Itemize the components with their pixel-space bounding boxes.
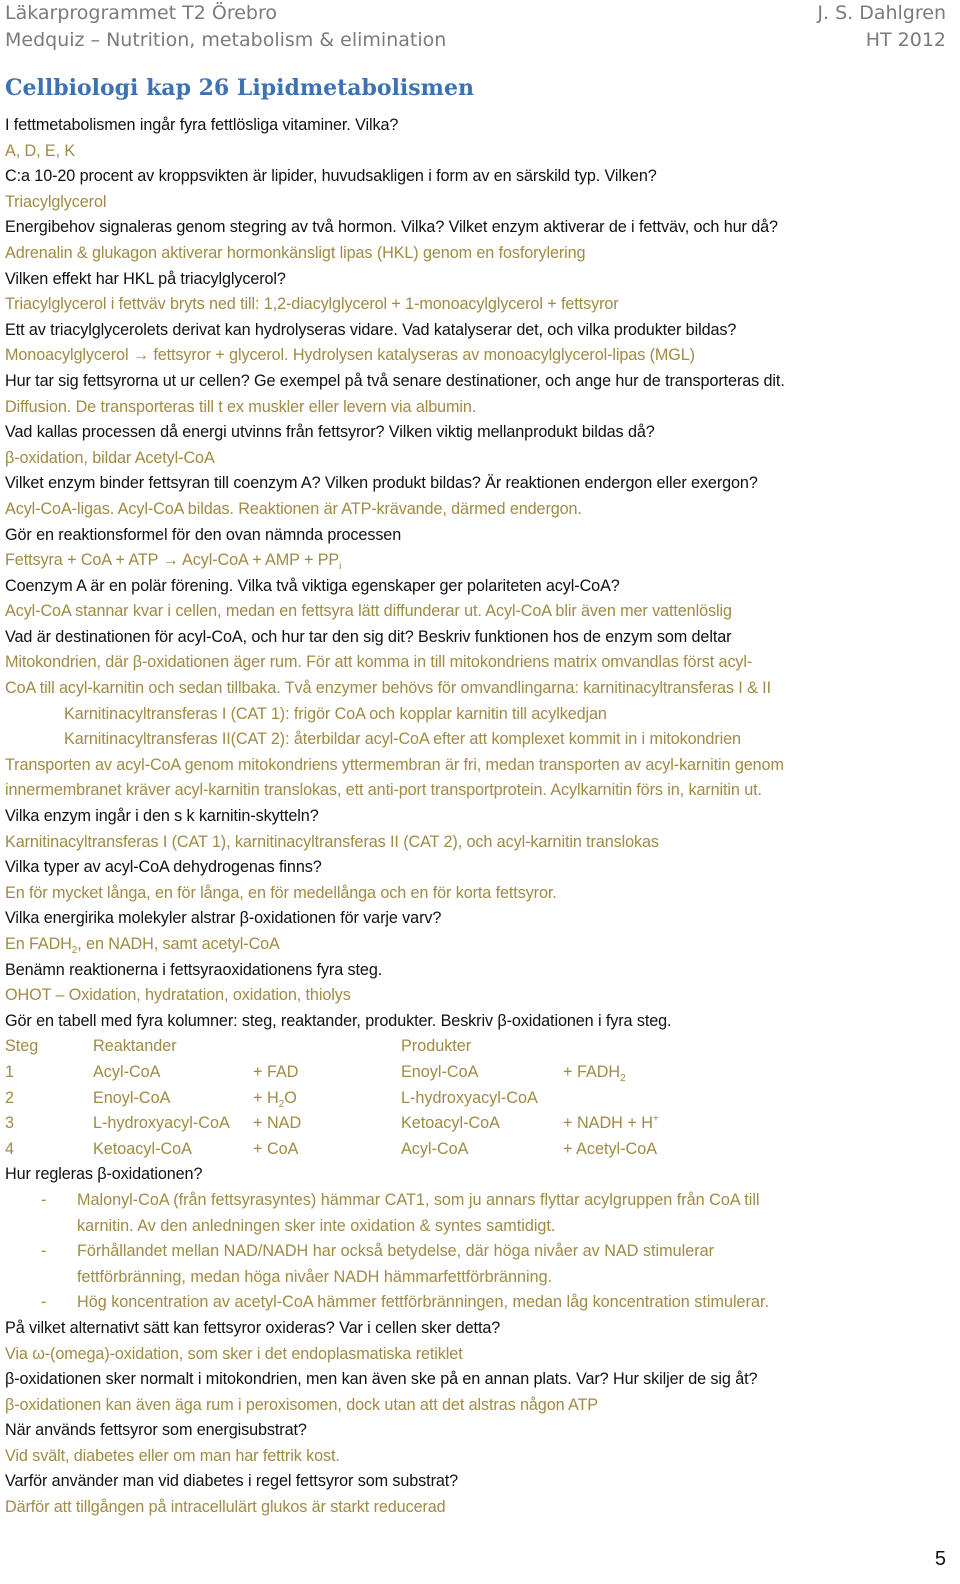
page-number: 5 bbox=[934, 1548, 946, 1570]
question-line: Benämn reaktionerna i fettsyraoxidationens fyra steg. bbox=[5, 960, 383, 979]
question-line: Ett av triacylglycerolets derivat kan hydrolyseras vidare. Vad katalyserar det, och vilka produkter bildas? bbox=[5, 320, 737, 339]
regulation-question: Hur regleras β-oxidationen? bbox=[5, 1165, 203, 1184]
question-line: När används fettsyror som energisubstrat? bbox=[5, 1421, 307, 1440]
table-header-cell bbox=[253, 1034, 401, 1060]
table-cell: + $FADH_2$ bbox=[563, 1062, 626, 1085]
answer-line: Triacylglycerol bbox=[5, 192, 107, 211]
question-line: Gör en tabell med fyra kolumner: steg, reaktander, produkter. Beskriv β-oxidationen i fyra steg. bbox=[5, 1011, 672, 1030]
table-cell: 2 bbox=[5, 1088, 15, 1107]
table-cell: + CoA bbox=[253, 1139, 299, 1158]
table-cell: 4 bbox=[5, 1139, 15, 1158]
subscript: i bbox=[339, 561, 342, 573]
subscript: 2 bbox=[620, 1073, 626, 1085]
table-cell: + $H_2O$ bbox=[253, 1088, 297, 1110]
answer-line: Mitokondrien, där β-oxidationen äger rum. För att komma in till mitokondriens matrix omvandlas först acyl- bbox=[5, 653, 753, 672]
bullet-dash: - bbox=[41, 1242, 47, 1261]
answer-line: β-oxidation, bildar Acetyl-CoA bbox=[5, 448, 215, 467]
bullet-item bbox=[5, 1239, 955, 1290]
bullet-text-line: Förhållandet mellan NAD/NADH har också betydelse, där höga nivåer av NAD stimulerar bbox=[77, 1242, 714, 1261]
answer-line: Monoacylglycerol → fettsyror + glycerol. Hydrolysen katalyseras av monoacylglycerol-lipas (MGL) bbox=[5, 346, 695, 365]
answer-line: OHOT – Oxidation, hydratation, oxidation, thiolys bbox=[5, 986, 351, 1005]
answer-line: innermembranet kräver acyl-karnitin translokas, ett anti-port transportprotein. Acylkarnitin förs in, karnitin ut. bbox=[5, 781, 762, 800]
question-line: Energibehov signaleras genom stegring av två hormon. Vilka? Vilket enzym aktiverar de i fettväv, och hur då? bbox=[5, 218, 778, 237]
page-title: Cellbiologi kap 26 Lipidmetabolismen bbox=[5, 75, 474, 101]
bullet-text-line: Hög koncentration av acetyl-CoA hämmer fettförbränningen, medan låg koncentration stimulerar. bbox=[77, 1293, 769, 1312]
tail-lines bbox=[5, 1316, 955, 1521]
answer-line: En för mycket långa, en för långa, en för medellånga och en för korta fettsyror. bbox=[5, 883, 557, 902]
qa-lines bbox=[5, 113, 955, 1034]
regulation-bullets bbox=[5, 1188, 955, 1316]
header-course: Läkarprogrammet T2 Örebro bbox=[5, 2, 277, 24]
table-row bbox=[5, 1137, 955, 1163]
table-row bbox=[5, 1086, 955, 1112]
superscript: + bbox=[652, 1113, 659, 1125]
answer-line: Vid svält, diabetes eller om man har fettrik kost. bbox=[5, 1446, 340, 1465]
bullet-text bbox=[77, 1290, 955, 1316]
question-line: Vad är destinationen för acyl-CoA, och hur tar den sig dit? Beskriv funktionen hos de enzym som deltar bbox=[5, 627, 732, 646]
table-cell: Ketoacyl-CoA bbox=[93, 1139, 192, 1158]
answer-line: CoA till acyl-karnitin och sedan tillbaka. Två enzymer behövs för omvandlingarna: karnitinacyltransferas I & II bbox=[5, 679, 771, 698]
table-cell: Enoyl-CoA bbox=[401, 1062, 479, 1081]
answer-line: β-oxidationen kan även äga rum i peroxisomen, dock utan att det alstras någon ATP bbox=[5, 1395, 599, 1414]
question-line: Hur tar sig fettsyrorna ut ur cellen? Ge exempel på två senare destinationer, och ange hur de transporteras dit. bbox=[5, 371, 785, 390]
answer-line: En $FADH_2$, en NADH, samt acetyl-CoA bbox=[5, 935, 280, 957]
bullet-text bbox=[77, 1239, 955, 1290]
subscript: 2 bbox=[71, 945, 78, 957]
table-cell: + NAD bbox=[253, 1114, 302, 1133]
bullet-dash: - bbox=[41, 1190, 47, 1209]
table-cell: Ketoacyl-CoA bbox=[401, 1114, 500, 1133]
table-row bbox=[5, 1111, 955, 1137]
subscript: 2 bbox=[278, 1098, 285, 1110]
answer-line: Via ω-(omega)-oxidation, som sker i det endoplasmatiska retiklet bbox=[5, 1344, 463, 1363]
answer-line: Diffusion. De transporteras till t ex muskler eller levern via albumin. bbox=[5, 397, 477, 416]
header-line-2 bbox=[5, 28, 946, 52]
question-line: Vilka enzym ingår i den s k karnitin-skytteln? bbox=[5, 807, 319, 826]
table-header bbox=[5, 1034, 955, 1060]
question-line: På vilket alternativt sätt kan fettsyror oxideras? Var i cellen sker detta? bbox=[5, 1318, 501, 1337]
table-cell: L-hydroxyacyl-CoA bbox=[93, 1114, 230, 1133]
answer-line: Acyl-CoA-ligas. Acyl-CoA bildas. Reaktionen är ATP-krävande, därmed endergon. bbox=[5, 499, 582, 518]
answer-line: Karnitinacyltransferas I (CAT 1), karnitinacyltransferas II (CAT 2), och acyl-karnitin translokas bbox=[5, 832, 659, 851]
table-cell: + NADH + H+ bbox=[563, 1113, 659, 1133]
header-subject: Medquiz – Nutrition, metabolism & elimination bbox=[5, 29, 447, 51]
table-header-cell: Produkter bbox=[401, 1037, 472, 1056]
table-cell: Acyl-CoA bbox=[401, 1139, 469, 1158]
bullet-text-line: fettförbränning, medan höga nivåer NADH hämmarfettförbränning. bbox=[77, 1267, 553, 1286]
question-line: β-oxidationen sker normalt i mitokondrien, men kan även ske på en annan plats. Var? Hur skiljer de sig åt? bbox=[5, 1370, 758, 1389]
bullet-text-line: Malonyl-CoA (från fettsyrasyntes) hämmar CAT1, som ju annars flyttar acylgruppen från CoA till bbox=[77, 1190, 760, 1209]
answer-line: Acyl-CoA stannar kvar i cellen, medan en fettsyra lätt diffunderar ut. Acyl-CoA blir även mer vattenlöslig bbox=[5, 602, 732, 621]
header-line-1 bbox=[5, 1, 946, 25]
table-cell: + Acetyl-CoA bbox=[563, 1139, 658, 1158]
question-line: Varför använder man vid diabetes i regel fettsyror som substrat? bbox=[5, 1472, 459, 1491]
answer-line: Adrenalin & glukagon aktiverar hormonkänsligt lipas (HKL) genom en fosforylering bbox=[5, 243, 586, 262]
answer-line: Triacylglycerol i fettväv bryts ned till: 1,2-diacylglycerol + 1-monoacylglycerol + fettsyror bbox=[5, 295, 619, 314]
answer-line: Karnitinacyltransferas I (CAT 1): frigör CoA och kopplar karnitin till acylkedjan bbox=[64, 704, 607, 723]
question-line: Vad kallas processen då energi utvinns från fettsyror? Vilken viktig mellanprodukt bildas då? bbox=[5, 423, 655, 442]
bullet-text bbox=[77, 1188, 955, 1239]
bullet-dash: - bbox=[41, 1293, 47, 1312]
question-line: Vilka typer av acyl-CoA dehydrogenas finns? bbox=[5, 858, 322, 877]
question-line: Coenzym A är en polär förening. Vilka två viktiga egenskaper ger polariteten acyl-CoA? bbox=[5, 576, 620, 595]
question-line: Vilka energirika molekyler alstrar β-oxidationen för varje varv? bbox=[5, 909, 442, 928]
table-cell: Acyl-CoA bbox=[93, 1062, 161, 1081]
question-line: Vilket enzym binder fettsyran till coenzym A? Vilken produkt bildas? Är reaktionen endergon eller exergon? bbox=[5, 474, 758, 493]
answer-line: Transporten av acyl-CoA genom mitokondriens yttermembran är fri, medan transporten av acyl-karnitin genom bbox=[5, 755, 784, 774]
table-cell: Enoyl-CoA bbox=[93, 1088, 171, 1107]
table-cell: 3 bbox=[5, 1114, 15, 1133]
header-term: HT 2012 bbox=[865, 29, 946, 51]
table-cell: L-hydroxyacyl-CoA bbox=[401, 1088, 538, 1107]
question-line: Gör en reaktionsformel för den ovan nämnda processen bbox=[5, 525, 402, 544]
header-author: J. S. Dahlgren bbox=[817, 2, 946, 24]
bullet-item bbox=[5, 1188, 955, 1239]
question-line: Vilken effekt har HKL på triacylglycerol? bbox=[5, 269, 286, 288]
beta-oxidation-table bbox=[5, 1034, 955, 1162]
bullet-text-line: karnitin. Av den anledningen sker inte oxidation & syntes samtidigt. bbox=[77, 1216, 556, 1235]
table-row bbox=[5, 1060, 955, 1086]
answer-line: A, D, E, K bbox=[5, 141, 76, 160]
table-cell: + FAD bbox=[253, 1062, 299, 1081]
table-header-cell: Steg bbox=[5, 1037, 39, 1056]
answer-line: Därför att tillgången på intracellulärt glukos är starkt reducerad bbox=[5, 1498, 446, 1517]
question-line: I fettmetabolismen ingår fyra fettlösliga vitaminer. Vilka? bbox=[5, 116, 399, 134]
table-header-cell: Reaktander bbox=[93, 1037, 177, 1056]
answer-line: Fettsyra + CoA + ATP → Acyl-CoA + AMP + $PP_i$ bbox=[5, 551, 342, 573]
answer-line: Karnitinacyltransferas II(CAT 2): återbildar acyl-CoA efter att komplexet kommit in i mitokondrien bbox=[64, 730, 741, 749]
bullet-item bbox=[5, 1290, 955, 1316]
table-cell: 1 bbox=[5, 1062, 15, 1081]
document-body bbox=[5, 113, 955, 1521]
question-line: C:a 10-20 procent av kroppsvikten är lipider, huvudsakligen i form av en särskild typ. Vilken? bbox=[5, 167, 657, 186]
